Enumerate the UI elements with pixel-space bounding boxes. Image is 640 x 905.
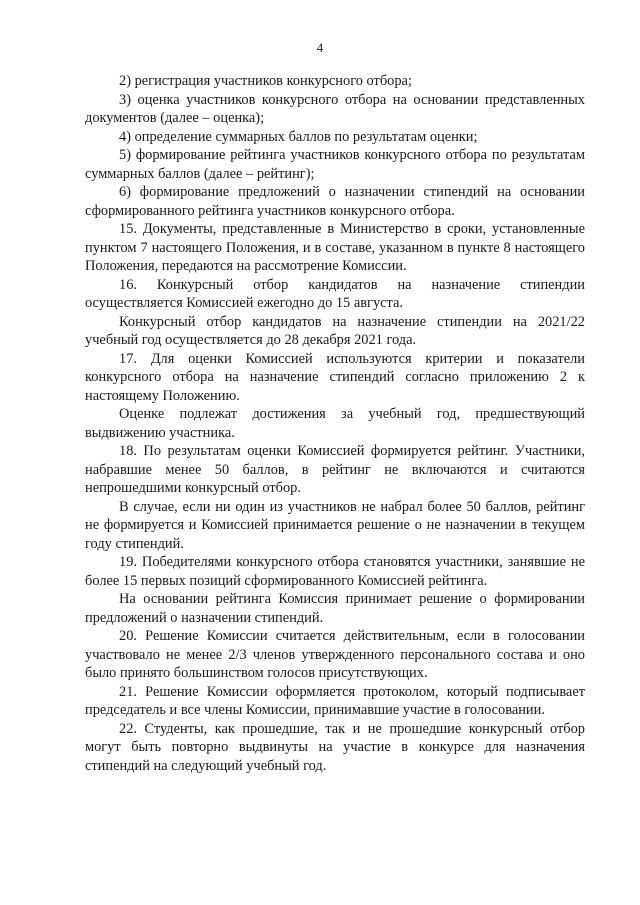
paragraph-clause-15: 15. Документы, представленные в Министерство в сроки, установленные пунктом 7 настоящего Положения, и в составе, указанном в пункте 8 настоящего Положения, передаются на рассмотрение Комиссии. xyxy=(85,221,585,274)
paragraph-item-4: 4) определение суммарных баллов по результатам оценки; xyxy=(119,128,478,145)
page-number: 4 xyxy=(316,40,324,55)
paragraph-clause-18: 18. По результатам оценки Комиссией формируется рейтинг. Участники, набравшие менее 50 баллов, в рейтинг не включаются и считаются непрошедшими конкурсный отбор. xyxy=(85,443,585,496)
paragraph-clause-16: 16. Конкурсный отбор кандидатов на назначение стипендии осуществляется Комиссией ежегодно до 15 августа. xyxy=(85,276,585,311)
paragraph-item-6: 6) формирование предложений о назначении стипендий на основании сформированного рейтинга участников конкурсного отбора. xyxy=(85,184,585,219)
paragraph-clause-18-continued: В случае, если ни один из участников не набрал более 50 баллов, рейтинг не формируется и Комиссией принимается решение о не назначении в текущем году стипендий. xyxy=(85,498,585,552)
document-body xyxy=(85,72,585,775)
paragraph-clause-21: 21. Решение Комиссии оформляется протоколом, который подписывает председатель и все члены Комиссии, принимавшие участие в голосовании. xyxy=(85,683,585,718)
paragraph-clause-16-continued: Конкурсный отбор кандидатов на назначение стипендии на 2021/22 учебный год осуществляется до 28 декабря 2021 года. xyxy=(85,313,585,348)
paragraph-clause-19: 19. Победителями конкурсного отбора становятся участники, занявшие не более 15 первых позиций сформированного Комиссией рейтинга. xyxy=(85,554,585,589)
paragraph-clause-22: 22. Студенты, как прошедшие, так и не прошедшие конкурсный отбор могут быть повторно выдвинуты на участие в конкурсе для назначения стипендий на следующий учебный год. xyxy=(85,720,585,774)
paragraph-item-5: 5) формирование рейтинга участников конкурсного отбора по результатам суммарных баллов (далее – рейтинг); xyxy=(85,147,585,182)
paragraph-clause-20: 20. Решение Комиссии считается действительным, если в голосовании участвовало не менее 2/3 членов утвержденного персонального состава и оно было принято большинством голосов присутствующих. xyxy=(85,628,585,681)
paragraph-clause-19-continued: На основании рейтинга Комиссия принимает решение о формировании предложений о назначении стипендий. xyxy=(85,591,585,626)
paragraph-clause-17-continued: Оценке подлежат достижения за учебный год, предшествующий выдвижению участника. xyxy=(85,406,585,441)
paragraph-item-3: 3) оценка участников конкурсного отбора на основании представленных документов (далее – оценка); xyxy=(85,91,585,126)
paragraph-item-2: 2) регистрация участников конкурсного отбора; xyxy=(119,73,412,89)
paragraph-clause-17: 17. Для оценки Комиссией используются критерии и показатели конкурсного отбора на назначение стипендий согласно приложению 2 к настоящему Положению. xyxy=(85,350,585,404)
